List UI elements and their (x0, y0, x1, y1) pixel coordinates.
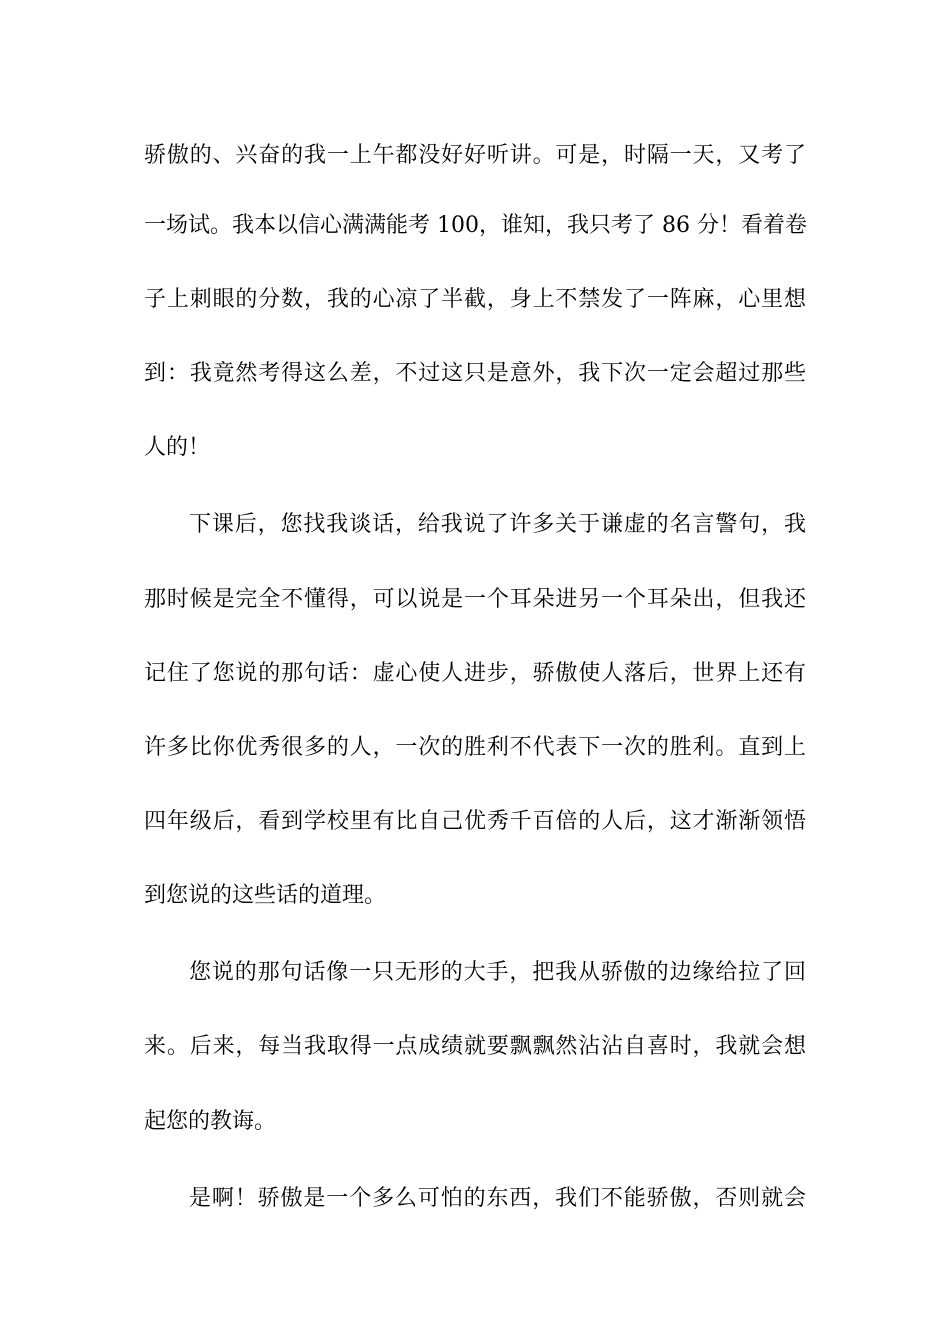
paragraph-line: 来。后来，每当我取得一点成绩就要飘飘然沾沾自喜时，我就会想 (144, 1034, 806, 1059)
paragraph-line: 骄傲的、兴奋的我一上午都没好好听讲。可是，时隔一天，又考了 (144, 143, 806, 168)
paragraph-line: 一场试。我本以信心满满能考 100，谁知，我只考了 86 分！看着卷 (144, 213, 807, 238)
paragraph-line: 许多比你优秀很多的人，一次的胜利不代表下一次的胜利。直到上 (144, 735, 806, 760)
paragraph-line: 记住了您说的那句话：虚心使人进步，骄傲使人落后，世界上还有 (144, 661, 806, 686)
paragraph-line: 人的！ (144, 435, 211, 460)
paragraph-line: 子上刺眼的分数，我的心凉了半截，身上不禁发了一阵麻，心里想 (144, 287, 806, 312)
paragraph-line: 您说的那句话像一只无形的大手，把我从骄傲的边缘给拉了回 (189, 960, 806, 985)
paragraph-line: 是啊！骄傲是一个多么可怕的东西，我们不能骄傲，否则就会 (189, 1186, 806, 1211)
paragraph-line: 下课后，您找我谈话，给我说了许多关于谦虚的名言警句，我 (189, 512, 806, 537)
paragraph-line: 到：我竟然考得这么差，不过这只是意外，我下次一定会超过那些 (144, 361, 806, 386)
paragraph-line: 那时候是完全不懂得，可以说是一个耳朵进另一个耳朵出，但我还 (144, 587, 806, 612)
paragraph-line: 四年级后，看到学校里有比自己优秀千百倍的人后，这才渐渐领悟 (144, 809, 806, 834)
paragraph-line: 到您说的这些话的道理。 (144, 883, 387, 908)
paragraph-line: 起您的教诲。 (144, 1109, 277, 1134)
